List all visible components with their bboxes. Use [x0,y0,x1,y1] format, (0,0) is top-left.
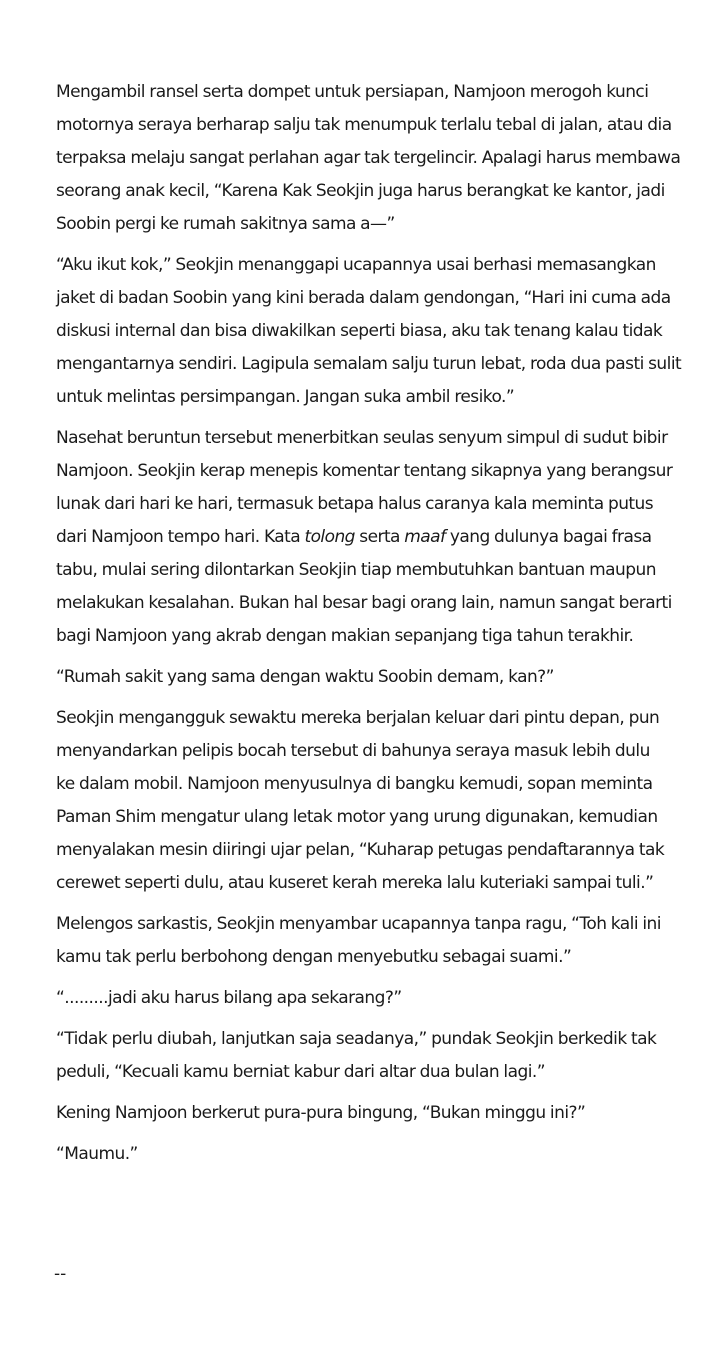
text-line: peduli, “Kecuali kamu berniat kabur dari altar dua bulan lagi.” [56,1062,545,1082]
text-line: tabu, mulai sering dilontarkan Seokjin tiap membutuhkan bantuan maupun [56,560,656,580]
paragraph-3 [56,422,692,653]
text-line: jaket di badan Soobin yang kini berada dalam gendongan, “Hari ini cuma ada [56,288,671,308]
text-line: “.........jadi aku harus bilang apa sekarang?” [56,988,402,1008]
text-line: seorang anak kecil, “Karena Kak Seokjin juga harus berangkat ke kantor, jadi [56,181,665,201]
text-line: “Rumah sakit yang sama dengan waktu Soobin demam, kan?” [56,667,554,687]
document-body [56,76,692,1179]
text-segment: yang dulunya bagai frasa [445,527,652,547]
text-line: “Aku ikut kok,” Seokjin menanggapi ucapannya usai berhasi memasangkan [56,255,656,275]
text-line: Mengambil ransel serta dompet untuk persiapan, Namjoon merogoh kunci [56,82,649,102]
text-line: Seokjin mengangguk sewaktu mereka berjalan keluar dari pintu depan, pun [56,708,660,728]
paragraph-1 [56,76,692,241]
text-line: untuk melintas persimpangan. Jangan suka ambil resiko.” [56,387,515,407]
text-line: kamu tak perlu berbohong dengan menyebutku sebagai suami.” [56,947,572,967]
text-segment: dari Namjoon tempo hari. Kata [56,527,305,547]
paragraph-6 [56,908,692,974]
text-line: melakukan kesalahan. Bukan hal besar bagi orang lain, namun sangat berarti [56,593,672,613]
text-line: bagi Namjoon yang akrab dengan makian sepanjang tiga tahun terakhir. [56,626,634,646]
text-segment: serta [354,527,405,547]
text-line: Melengos sarkastis, Seokjin menyambar ucapannya tanpa ragu, “Toh kali ini [56,914,661,934]
paragraph-10 [56,1138,692,1171]
text-line: Soobin pergi ke rumah sakitnya sama a—” [56,214,395,234]
text-line: mengantarnya sendiri. Lagipula semalam salju turun lebat, roda dua pasti sulit [56,354,682,374]
text-line: terpaksa melaju sangat perlahan agar tak tergelincir. Apalagi harus membawa [56,148,681,168]
text-line: menyalakan mesin diiringi ujar pelan, “Kuharap petugas pendaftarannya tak [56,840,665,860]
text-line: lunak dari hari ke hari, termasuk betapa halus caranya kala meminta putus [56,494,654,514]
paragraph-2 [56,249,692,414]
paragraph-4 [56,661,692,694]
text-line: motornya seraya berharap salju tak menumpuk terlalu tebal di jalan, atau dia [56,115,672,135]
text-line: Nasehat beruntun tersebut menerbitkan seulas senyum simpul di sudut bibir [56,428,668,448]
paragraph-5 [56,702,692,900]
paragraph-9 [56,1097,692,1130]
section-separator: -- [54,1264,67,1284]
text-line: diskusi internal dan bisa diwakilkan seperti biasa, aku tak tenang kalau tidak [56,321,663,341]
text-line: Namjoon. Seokjin kerap menepis komentar tentang sikapnya yang berangsur [56,461,673,481]
text-line [56,521,692,554]
text-line: cerewet seperti dulu, atau kuseret kerah mereka lalu kuteriaki sampai tuli.” [56,873,654,893]
text-line: Kening Namjoon berkerut pura-pura bingung, “Bukan minggu ini?” [56,1103,586,1123]
text-line: Paman Shim mengatur ulang letak motor yang urung digunakan, kemudian [56,807,658,827]
paragraph-8 [56,1023,692,1089]
italic-word-maaf: maaf [404,527,446,547]
text-line: “Tidak perlu diubah, lanjutkan saja seadanya,” pundak Seokjin berkedik tak [56,1029,657,1049]
text-line: ke dalam mobil. Namjoon menyusulnya di bangku kemudi, sopan meminta [56,774,653,794]
text-line: “Maumu.” [56,1144,138,1164]
paragraph-7 [56,982,692,1015]
italic-word-tolong: tolong [304,527,355,547]
text-line: menyandarkan pelipis bocah tersebut di bahunya seraya masuk lebih dulu [56,741,650,761]
